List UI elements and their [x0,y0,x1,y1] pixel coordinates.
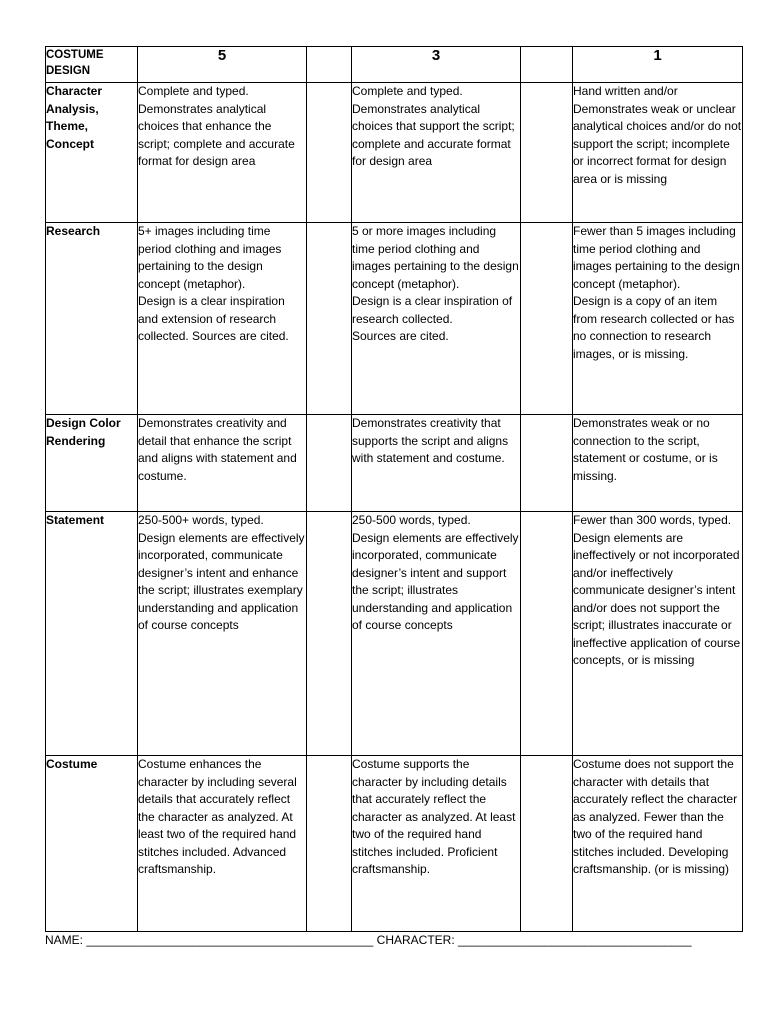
score-1-cell: Fewer than 300 words, typed. Design elements are ineffectively or not incorporated and/or ineffectively communicate designer’s intent and/or does not support the script; illustrates inaccurate or ineffective application of course concepts, or is missing [573,512,743,756]
score-3-cell: 250-500 words, typed. Design elements are effectively incorporated, communicate designer’s intent and support the script; illustrates understanding and application of course concepts [352,512,521,756]
costume-design-rubric-table [45,46,743,932]
score-5-cell: Demonstrates creativity and detail that enhance the script and aligns with statement and costume. [138,415,307,512]
header-row [46,47,743,83]
header-score-3: 3 [352,47,521,83]
score-1-cell: Costume does not support the character with details that accurately reflect the character as analyzed. Fewer than the two of the required hand stitches included. Developing craftsmanship. (or is missing) [573,756,743,932]
table-row [46,512,743,756]
header-gap-cell [307,47,352,83]
table-row [46,83,743,223]
score-3-cell: 5 or more images including time period clothing and images pertaining to the design concept (metaphor). Design is a clear inspiration of research collected. Sources are cited. [352,223,521,415]
gap-cell [307,415,352,512]
header-score-5: 5 [138,47,307,83]
gap-cell [307,83,352,223]
criterion-cell: Costume [46,756,138,932]
table-row [46,415,743,512]
header-criterion: COSTUME DESIGN [46,47,138,83]
score-5-cell: Complete and typed. Demonstrates analytical choices that enhance the script; complete and accurate format for design area [138,83,307,223]
header-gap-cell [521,47,573,83]
header-score-1: 1 [573,47,743,83]
score-5-cell: Costume enhances the character by including several details that accurately reflect the character as analyzed. At least two of the required hand stitches included. Advanced craftsmanship. [138,756,307,932]
criterion-cell: Statement [46,512,138,756]
gap-cell [521,83,573,223]
name-field[interactable]: NAME: ___________________________________________ [45,933,374,947]
footer-fields [45,931,692,949]
score-1-cell: Hand written and/or Demonstrates weak or unclear analytical choices and/or do not support the script; incomplete or incorrect format for design area or is missing [573,83,743,223]
score-5-cell: 250-500+ words, typed. Design elements are effectively incorporated, communicate designer’s intent and enhance the script; illustrates exemplary understanding and application of course concepts [138,512,307,756]
gap-cell [521,415,573,512]
table-row [46,756,743,932]
criterion-cell: Research [46,223,138,415]
character-field[interactable]: CHARACTER: ___________________________________ [376,933,692,947]
score-1-cell: Fewer than 5 images including time period clothing and images pertaining to the design concept (metaphor). Design is a copy of an item from research collected or has no connection to research images, or is missing. [573,223,743,415]
gap-cell [307,223,352,415]
gap-cell [307,512,352,756]
gap-cell [307,756,352,932]
score-1-cell: Demonstrates weak or no connection to the script, statement or costume, or is missing. [573,415,743,512]
score-3-cell: Demonstrates creativity that supports the script and aligns with statement and costume. [352,415,521,512]
score-5-cell: 5+ images including time period clothing and images pertaining to the design concept (metaphor). Design is a clear inspiration and extension of research collected. Sources are cited. [138,223,307,415]
criterion-cell: Design Color Rendering [46,415,138,512]
criterion-cell: Character Analysis, Theme, Concept [46,83,138,223]
score-3-cell: Complete and typed. Demonstrates analytical choices that support the script; complete and accurate format for design area [352,83,521,223]
table-row [46,223,743,415]
gap-cell [521,512,573,756]
gap-cell [521,756,573,932]
score-3-cell: Costume supports the character by including details that accurately reflect the character as analyzed. At least two of the required hand stitches included. Proficient craftsmanship. [352,756,521,932]
gap-cell [521,223,573,415]
